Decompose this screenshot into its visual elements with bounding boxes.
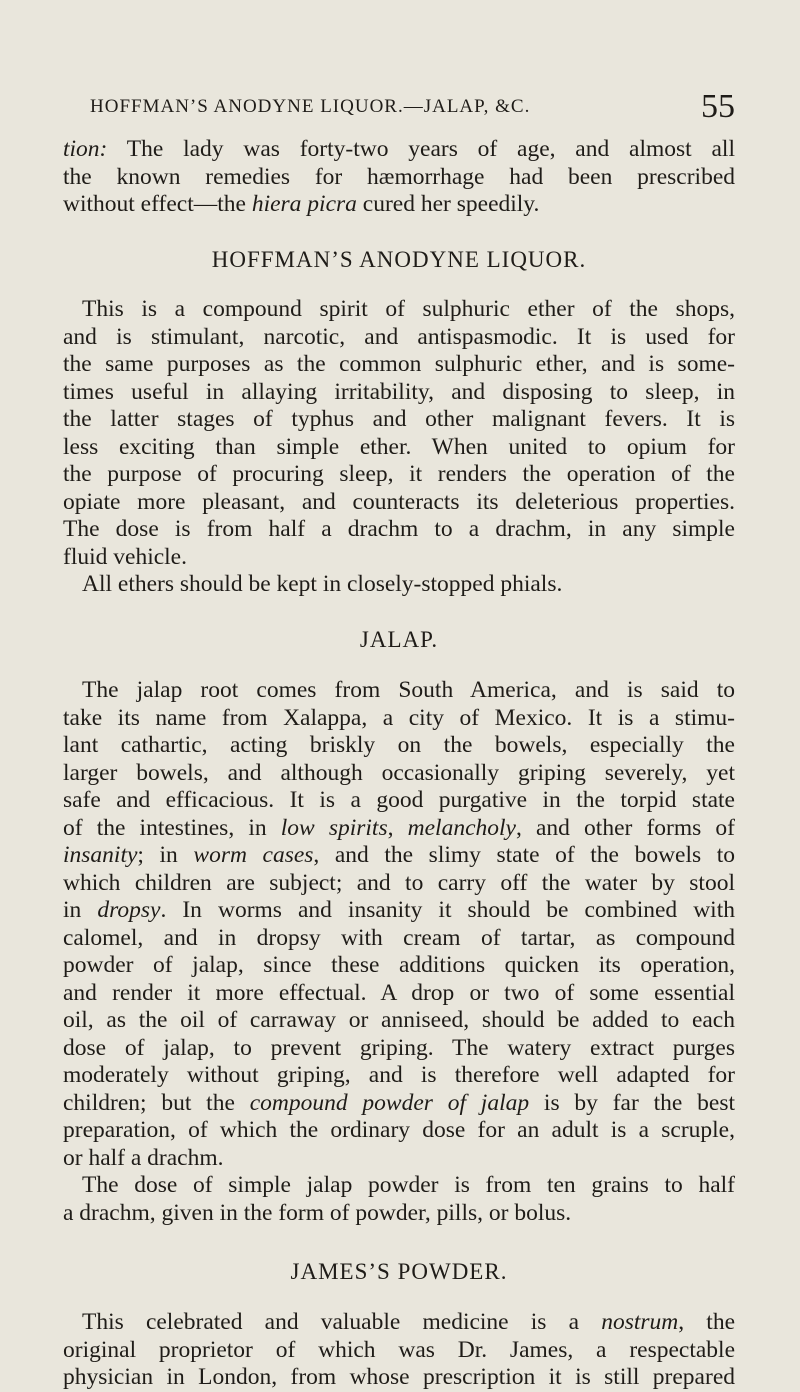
- text-line: powder of jalap, since these additions quicken its operation,: [63, 952, 735, 978]
- text-span: of the intestines, in: [63, 814, 281, 841]
- section-hoffman-paragraph: [63, 296, 735, 324]
- text-line: and render it more effectual. A drop or two of some essential: [63, 979, 735, 1006]
- text-span: . In worms and insanity it should be combined with: [160, 897, 735, 923]
- text-span: ,: [387, 814, 408, 841]
- text-line: The dose of simple jalap powder is from ten grains to half: [82, 1172, 735, 1198]
- text-line: calomel, and in dropsy with cream of tartar, as compound: [63, 924, 735, 951]
- text-line: times useful in allaying irritability, and disposing to sleep, in: [63, 378, 735, 405]
- text-line: [63, 815, 735, 843]
- text-line: less exciting than simple ether. When united to opium for: [63, 433, 735, 460]
- text-span: , and other forms of: [515, 814, 735, 841]
- text-line: the known remedies for hæmorrhage had been prescribed: [63, 163, 735, 190]
- text-line: The dose is from half a drachm to a drachm, in any simple: [63, 516, 735, 542]
- text-line: dose of jalap, to prevent griping. The watery extract purges: [63, 1034, 735, 1061]
- text-line: larger bowels, and although occasionally griping severely, yet: [63, 759, 735, 786]
- text-line: the latter stages of typhus and other malignant fevers. It is: [63, 406, 735, 432]
- text-span: ; in: [137, 842, 194, 868]
- text-span: children; but the: [63, 1089, 250, 1116]
- text-line: original proprietor of which was Dr. James, a respectable: [63, 1336, 735, 1363]
- text-line: take its name from Xalappa, a city of Mexico. It is a stimu-: [63, 704, 735, 731]
- running-title: HOFFMAN’S ANODYNE LIQUOR.—JALAP, &C.: [90, 96, 531, 117]
- italic-text: worm cases: [193, 842, 314, 868]
- section-heading-hoffman: HOFFMAN’S ANODYNE LIQUOR.: [211, 247, 587, 272]
- running-head: [90, 88, 735, 128]
- text-span: The lady was forty-two years of age, and almost all: [107, 136, 735, 162]
- text-line: This is a compound spirit of sulphuric ether of the shops,: [82, 296, 735, 322]
- text-span: in: [63, 897, 98, 923]
- text-span: , and the slimy state of the bowels to: [313, 842, 735, 868]
- text-line: [63, 842, 735, 870]
- section-heading-james-powder: JAMES’S POWDER.: [290, 1259, 508, 1284]
- text-line: The jalap root comes from South America, and is said to: [82, 677, 735, 703]
- section-james-paragraph: [63, 1309, 735, 1337]
- intro-paragraph: [63, 136, 735, 219]
- text-line: the purpose of procuring sleep, it renders the operation of the: [63, 461, 735, 487]
- text-line: oil, as the oil of carraway or anniseed, should be added to each: [63, 1007, 735, 1033]
- italic-text: tion:: [63, 136, 108, 162]
- italic-text: dropsy: [97, 897, 161, 923]
- section-jalap-paragraph-2: [63, 1172, 735, 1200]
- text-line: fluid vehicle.: [63, 543, 187, 570]
- text-span: , the: [678, 1309, 735, 1335]
- italic-text: low spirits: [280, 814, 388, 841]
- text-line: preparation, of which the ordinary dose for an adult is a scruple,: [63, 1117, 735, 1143]
- text-line: [82, 1309, 735, 1337]
- italic-text: insanity: [63, 842, 138, 868]
- text-line: [63, 136, 735, 164]
- text-line: All ethers should be kept in closely-stopped phials.: [82, 571, 563, 597]
- text-span: cured her speedily.: [356, 191, 540, 217]
- text-line: or half a drachm.: [63, 1144, 224, 1171]
- italic-text: compound powder of jalap: [249, 1089, 530, 1116]
- text-line: a drachm, given in the form of powder, pills, or bolus.: [63, 1199, 572, 1226]
- italic-text: melancholy: [407, 814, 516, 841]
- text-line: moderately without griping, and is therefore well adapted for: [63, 1062, 735, 1088]
- section-jalap-paragraph-2-body: [63, 1200, 735, 1228]
- text-line: the same purposes as the common sulphuric ether, and is some-: [63, 351, 735, 377]
- text-line: and is stimulant, narcotic, and antispasmodic. It is used for: [63, 323, 735, 350]
- text-line: [63, 1090, 735, 1118]
- text-span: This celebrated and valuable medicine is a: [82, 1309, 602, 1335]
- section-hoffman-paragraph-body: [63, 324, 735, 572]
- text-line: [63, 191, 735, 219]
- section-james-paragraph-body: [63, 1337, 735, 1392]
- section-jalap-paragraph: [63, 677, 735, 705]
- text-line: opiate more pleasant, and counteracts its deleterious properties.: [63, 488, 735, 515]
- text-line: lant cathartic, acting briskly on the bowels, especially the: [63, 732, 735, 758]
- italic-text: hiera picra: [251, 191, 357, 217]
- text-line: which children are subject; and to carry off the water by stool: [63, 869, 735, 896]
- section-jalap-paragraph-body: [63, 705, 735, 1173]
- text-line: physician in London, from whose prescription it is still prepared: [63, 1364, 735, 1390]
- text-line: safe and efficacious. It is a good purgative in the torpid state: [63, 787, 735, 813]
- text-span: is by far the best: [529, 1089, 735, 1116]
- section-hoffman-paragraph-2: [63, 571, 735, 599]
- page-number: 55: [701, 88, 735, 125]
- italic-text: nostrum: [601, 1309, 679, 1335]
- section-heading-jalap: JALAP.: [359, 627, 439, 652]
- text-line: [63, 897, 735, 925]
- text-span: without effect—the: [63, 191, 252, 217]
